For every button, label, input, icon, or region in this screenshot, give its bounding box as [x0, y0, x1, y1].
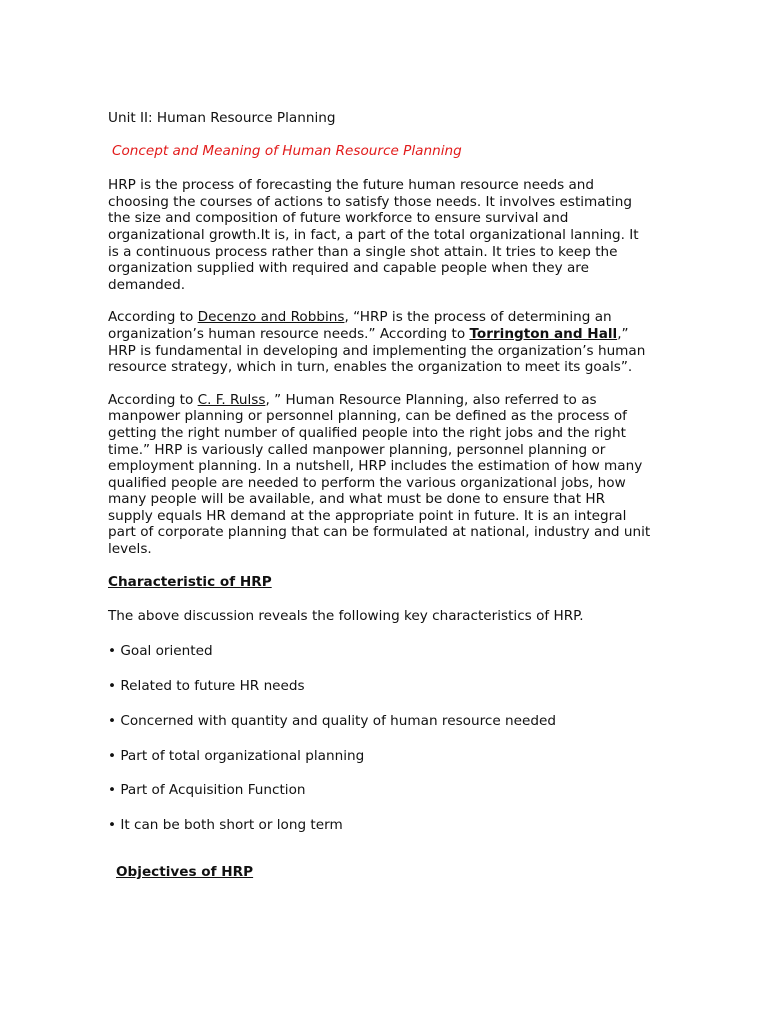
- paragraph-line: levels.: [108, 541, 152, 558]
- characteristics-list: [108, 643, 663, 834]
- list-item: • Concerned with quantity and quality of human resource needed: [108, 712, 556, 729]
- list-item: • It can be both short or long term: [108, 817, 343, 834]
- list-item: • Part of total organizational planning: [108, 747, 365, 764]
- paragraph-line: choosing the courses of actions to satisfy those needs. It involves estimating: [108, 193, 632, 210]
- author-rulss: C. F. Rulss: [197, 391, 266, 408]
- paragraph-line: many people will be available, and what must be done to ensure that HR: [108, 491, 606, 508]
- paragraph-line: resource strategy, which in turn, enables the organization to meet its goals”.: [108, 359, 633, 376]
- paragraph-definition: [108, 177, 663, 293]
- author-decenzo-robbins: Decenzo and Robbins: [197, 309, 345, 326]
- objectives-heading: Objectives of HRP: [116, 864, 254, 880]
- text-fragment: organization’s human resource needs.” According to: [108, 325, 470, 342]
- paragraph-line: is a continuous process rather than a single shot attain. It tries to keep the: [108, 243, 618, 260]
- list-item: • Related to future HR needs: [108, 677, 305, 694]
- paragraph-line: [108, 326, 663, 343]
- paragraph-line: demanded.: [108, 276, 186, 293]
- paragraph-line: employment planning. In a nutshell, HRP includes the estimation of how many: [108, 458, 643, 475]
- characteristics-intro: The above discussion reveals the following key characteristics of HRP.: [108, 608, 584, 625]
- paragraph-line: organization supplied with required and capable people when they are: [108, 260, 589, 277]
- paragraph-line: organizational growth.It is, in fact, a part of the total organizational lanning. It: [108, 226, 639, 243]
- concept-heading: Concept and Meaning of Human Resource Planning: [112, 142, 462, 159]
- text-fragment: ,”: [617, 325, 629, 342]
- paragraph-line: supply equals HR demand at the appropriate point in future. It is an integral: [108, 507, 627, 524]
- author-torrington-hall: Torrington and Hall: [469, 325, 618, 342]
- paragraph-line: part of corporate planning that can be formulated at national, industry and unit: [108, 524, 651, 541]
- paragraph-line: time.” HRP is variously called manpower planning, personnel planning or: [108, 441, 606, 458]
- unit-title: Unit II: Human Resource Planning: [108, 110, 336, 126]
- text-fragment: According to: [108, 391, 198, 408]
- text-fragment: , “HRP is the process of determining an: [344, 309, 612, 326]
- document-page: [108, 110, 663, 852]
- paragraph-line: qualified people are needed to perform the various organizational jobs, how: [108, 474, 626, 491]
- paragraph-line: the size and composition of future workforce to ensure survival and: [108, 210, 569, 227]
- paragraph-line: [108, 392, 663, 409]
- paragraph-line: [108, 309, 663, 326]
- paragraph-line: HRP is the process of forecasting the future human resource needs and: [108, 177, 595, 194]
- paragraph-decenzo-torrington: [108, 309, 663, 375]
- text-fragment: , ” Human Resource Planning, also referred to as: [265, 391, 597, 408]
- list-item: • Part of Acquisition Function: [108, 782, 306, 799]
- text-fragment: According to: [108, 309, 198, 326]
- paragraph-line: getting the right number of qualified people into the right jobs and the right: [108, 424, 626, 441]
- paragraph-rulss: [108, 392, 663, 558]
- list-item: • Goal oriented: [108, 642, 213, 659]
- paragraph-line: manpower planning or personnel planning, can be defined as the process of: [108, 408, 627, 425]
- paragraph-line: HRP is fundamental in developing and implementing the organization’s human: [108, 342, 646, 359]
- characteristics-heading: Characteristic of HRP: [108, 573, 272, 590]
